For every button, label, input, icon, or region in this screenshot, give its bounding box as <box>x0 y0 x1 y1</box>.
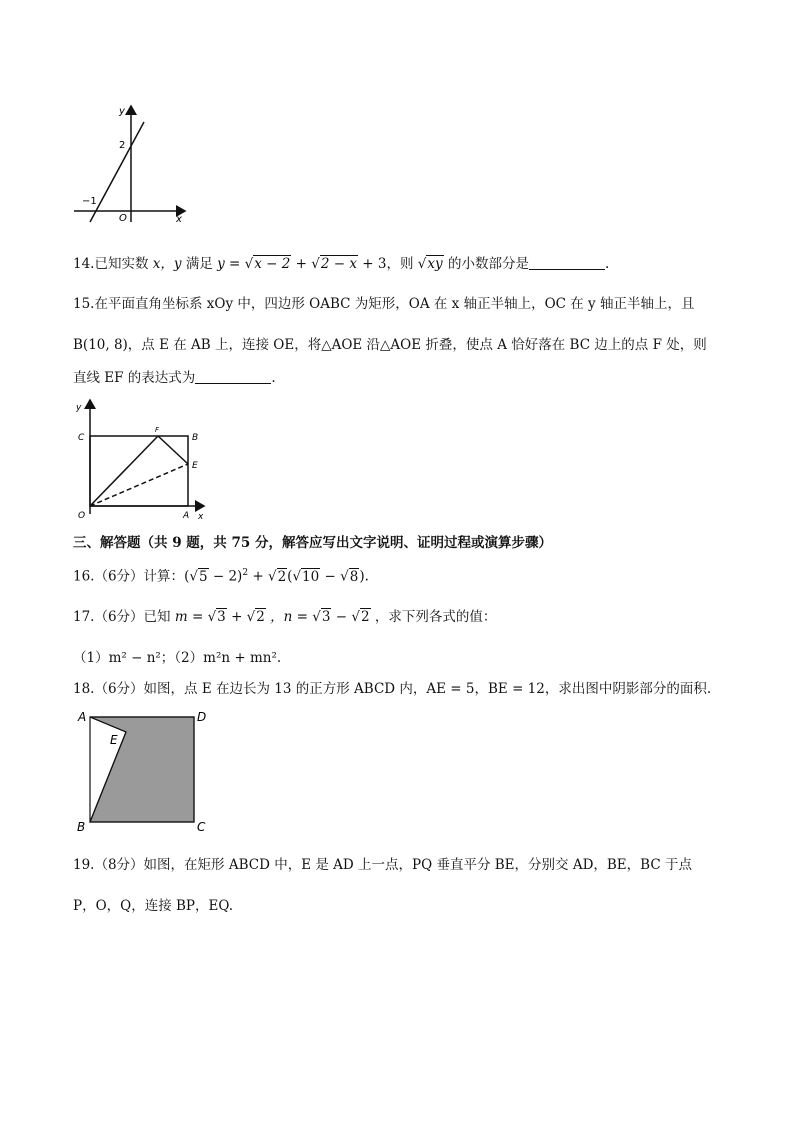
q14-end: . <box>604 256 610 272</box>
radical-sign: √ <box>311 256 320 272</box>
q14-radicand-1: x − 2 <box>254 256 291 272</box>
question-19-line-1: 19.（8分）如图，在矩形 ABCD 中，E 是 AD 上一点，PQ 垂直平分 BE，分别交 AD，BE，BC 于点 <box>73 857 692 873</box>
q14-then: ，则 <box>386 256 414 272</box>
q17-prefix: 17.（6分）已知 <box>73 609 171 625</box>
radical-sign: √ <box>246 609 256 625</box>
label-a: A <box>78 710 87 724</box>
q14-radicand-3: xy <box>427 256 443 272</box>
question-18: 18.（6分）如图，点 E 在边长为 13 的正方形 ABCD 内，AE = 5，BE = 12，求出图中阴影部分的面积. <box>73 681 712 697</box>
answer-blank[interactable] <box>529 255 605 270</box>
question-15-line-1: 15.在平面直角坐标系 xOy 中，四边形 OABC 为矩形，OA 在 x 轴正半轴上，OC 在 y 轴正半轴上，且 <box>73 296 695 312</box>
label-e: E <box>110 733 118 747</box>
label-x: x <box>198 512 204 522</box>
q17-r3a: 3 <box>217 609 226 625</box>
section-3-heading: 三、解答题（共 9 题，共 75 分，解答应写出文字说明、证明过程或演算步骤） <box>73 535 552 551</box>
q14-suffix: 的小数部分是 <box>447 256 529 272</box>
graph-line <box>90 122 144 222</box>
q14-prefix: 14.已知实数 <box>73 256 149 272</box>
q17-r3b: 3 <box>321 609 331 625</box>
q16-plus: + <box>252 568 264 585</box>
question-17-parts: （1）m² − n²；（2）m²n + mn². <box>73 650 282 666</box>
x-axis-label: x <box>176 214 182 225</box>
q16-r10: 10 <box>302 568 320 585</box>
q17-r2a: 2 <box>256 609 265 625</box>
q15-end: . <box>271 370 276 386</box>
label-y: y <box>76 403 82 413</box>
q14-radicand-2: 2 − x <box>320 256 357 272</box>
q17-m-eq: m = <box>174 609 204 625</box>
q16-r5: 5 <box>198 568 208 585</box>
q16-square: 2 <box>242 568 249 578</box>
q16-r8: 8 <box>349 568 359 585</box>
q16-mid: − 2) <box>212 568 243 585</box>
shaded-region <box>90 717 194 822</box>
radical-sign: √ <box>292 568 302 585</box>
q17-minus: − <box>335 609 348 625</box>
radical-sign: √ <box>340 568 349 585</box>
question-16: 16.（6分）计算：$(√5 - 2)^2 + √2(√10 - √8)$. <box>73 568 369 585</box>
question-19-line-2: P，O，Q，连接 BP，EQ. <box>73 898 234 914</box>
q14-vars: x，y <box>152 256 182 272</box>
question-17 <box>73 607 496 627</box>
label-a: A <box>183 511 190 521</box>
q17-suffix: ，求下列各式的值： <box>374 609 497 625</box>
label-b: B <box>192 433 199 443</box>
label-c: C <box>78 433 85 443</box>
q15-rectangle-figure <box>72 396 212 524</box>
label-f: F <box>155 426 160 434</box>
label-o: O <box>78 511 86 521</box>
radical-sign: √ <box>312 609 321 625</box>
question-15-line-2: B(10, 8)，点 E 在 AB 上，连接 OE，将△AOE 沿△AOE 折叠，使点 A 恰好落在 BC 边上的点 F 处，则 <box>73 337 707 353</box>
label-e: E <box>192 461 198 471</box>
origin-label: O <box>119 213 127 224</box>
label-b: B <box>77 820 86 834</box>
q18-square-figure <box>74 704 214 836</box>
q13-graph <box>70 100 190 225</box>
q14-mid: 满足 <box>185 256 213 272</box>
segment-fe <box>158 436 188 464</box>
answer-blank[interactable] <box>195 369 271 384</box>
q17-r2b: 2 <box>361 609 370 625</box>
q17-plus: + <box>231 609 243 625</box>
q17-n-eq: ，n = <box>270 609 308 625</box>
tick-2: 2 <box>119 140 126 151</box>
segment-oe-dashed <box>90 464 188 506</box>
q16-prefix: 16.（6分）计算： <box>73 568 185 585</box>
label-d: D <box>197 710 207 724</box>
radical-sign: √ <box>189 568 198 585</box>
radical-sign: √ <box>244 256 254 272</box>
radical-sign: √ <box>417 256 427 272</box>
radical-sign: √ <box>207 609 217 625</box>
radical-sign: √ <box>351 609 360 625</box>
question-15-line-3 <box>73 368 276 388</box>
tick-minus-1: −1 <box>82 196 97 207</box>
y-axis-label: y <box>119 106 125 117</box>
segment-of <box>90 436 158 506</box>
q15-line3-text: 直线 EF 的表达式为 <box>73 370 196 386</box>
question-14: 14.已知实数 x，y 满足 y = √x − 2 + √2 − x + 3，则 √xy 的小数部分是 . <box>73 256 610 272</box>
q14-plus3: + 3 <box>362 256 387 272</box>
label-c: C <box>197 820 206 834</box>
q14-eq-y: y = <box>217 256 241 272</box>
radical-sign: √ <box>267 568 277 585</box>
q16-r2: 2 <box>277 568 287 585</box>
